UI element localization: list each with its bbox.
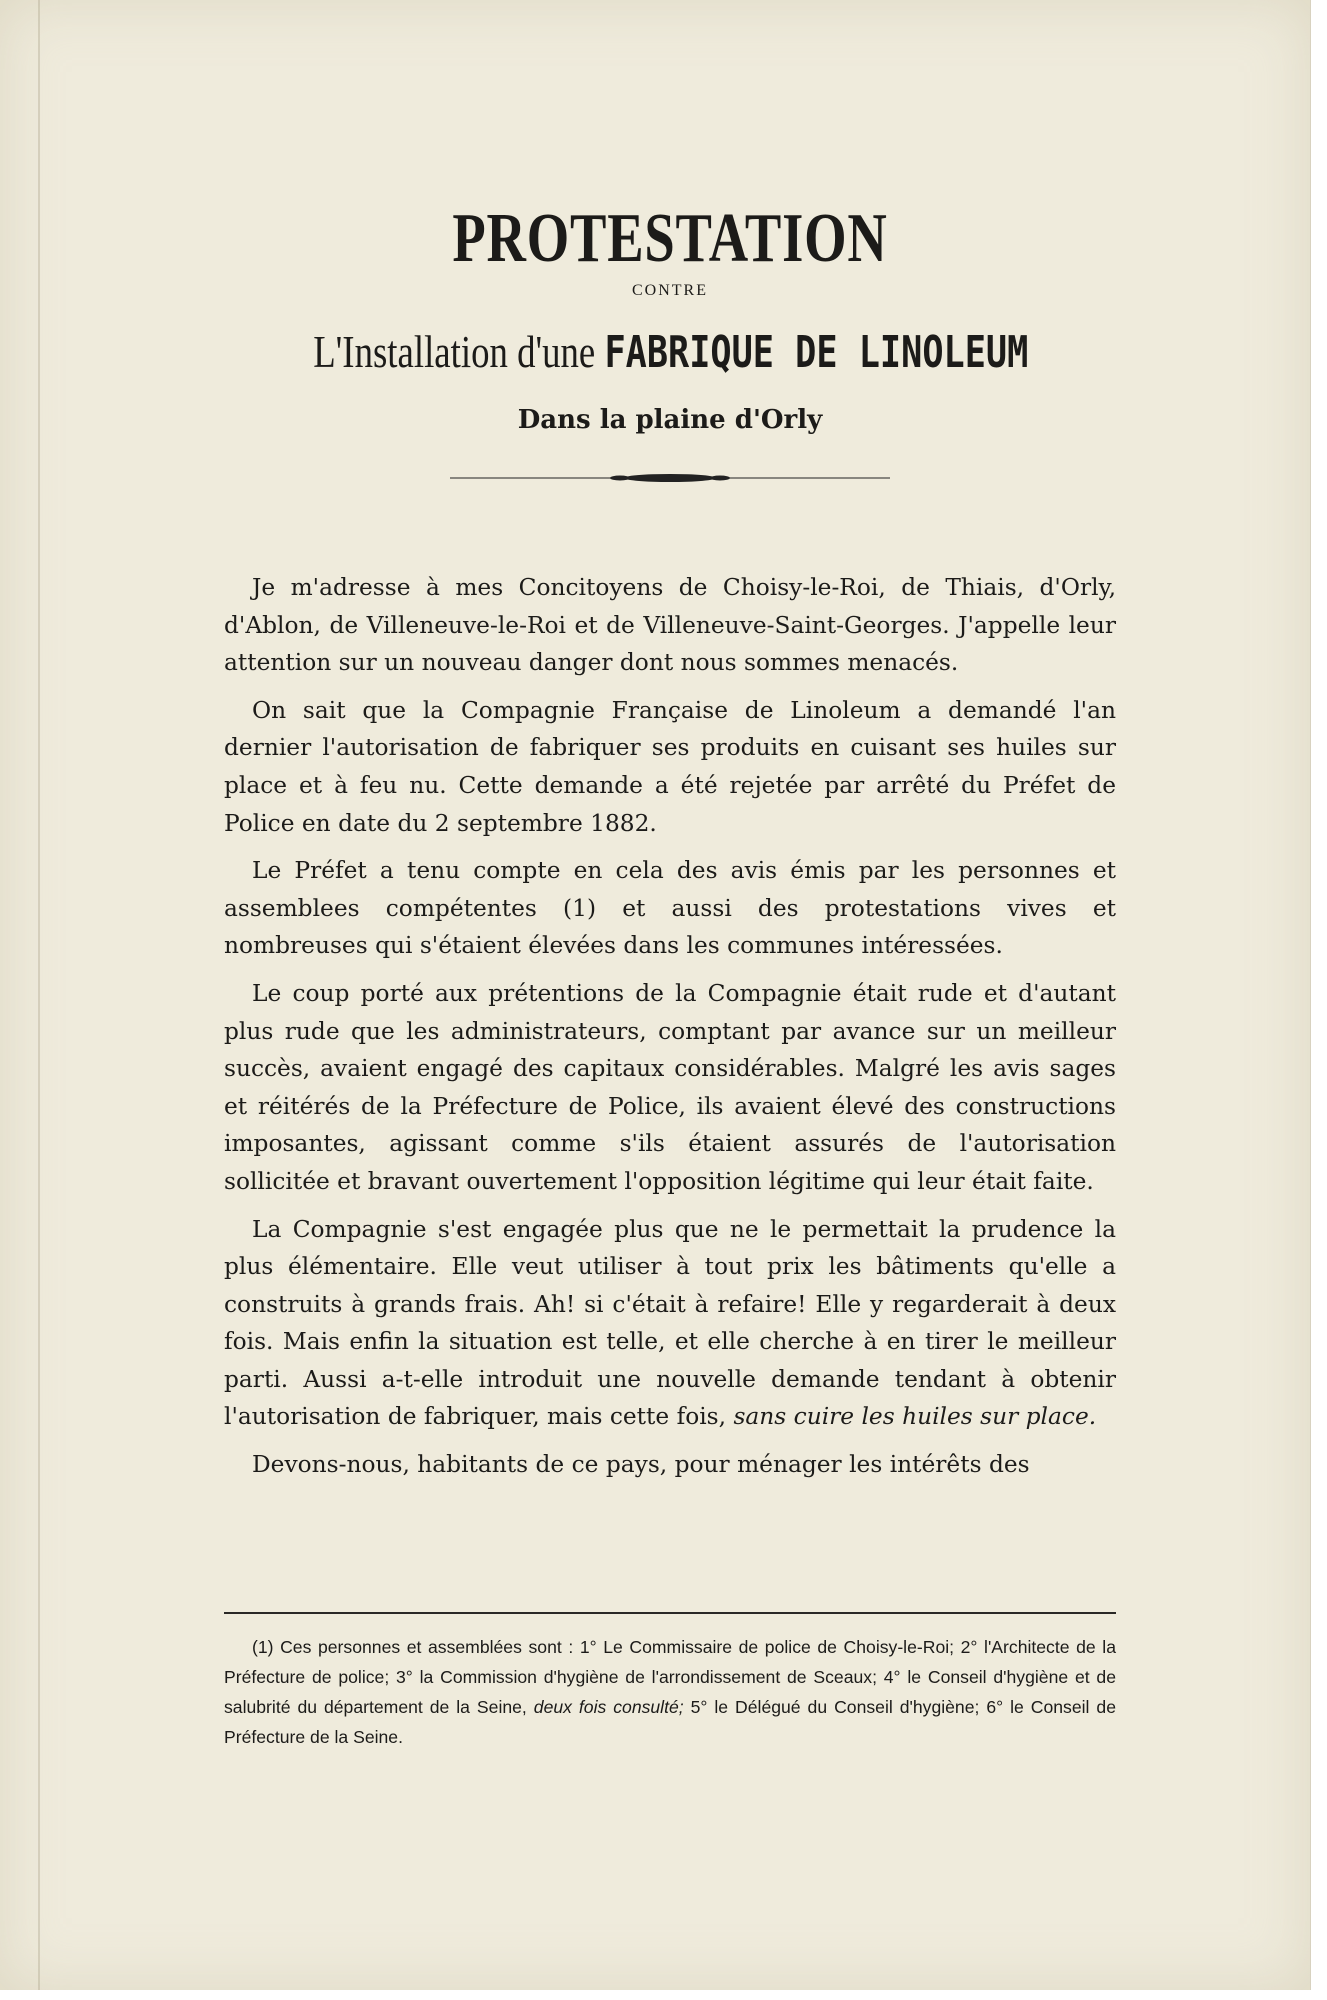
paragraph-5-italic: sans cuire les huiles sur place. <box>733 1403 1097 1431</box>
document-title: PROTESTATION <box>452 200 888 277</box>
paragraph-5-text: La Compagnie s'est engagée plus que ne le permettait la prudence la plus élémentaire. Elle veut utiliser à tout prix les bâtiments qu'elle a construits à grands frais. Ah! si c'était à refaire! Elle y regarderait à deux fois. Mais enfin la situation est telle, et elle cherche à en tirer le meilleur parti. Aussi a-t-elle introduit une nouvelle demande tendant à obtenir l'autorisation de fabriquer, mais cette fois, <box>224 1215 1116 1431</box>
ornament-divider-icon <box>450 471 890 485</box>
ornament-divider <box>450 471 890 485</box>
protest-text <box>224 569 1116 1484</box>
paragraph-5 <box>224 1211 1116 1437</box>
footnote-text: (1) Ces personnes et assemblées sont : 1° Le Commissaire de police de Choisy-le-Roi; 2° l'Architecte de la Préfecture de police; 3° la Commission d'hygiène de l'arrondissement de Sceaux; 4° le Conseil d'hygiène et de salubrité du département de la Seine, <box>224 1637 1116 1717</box>
document-body <box>224 200 1116 1494</box>
paragraph-6: Devons-nous, habitants de ce pays, pour ménager les intérêts des <box>252 1451 1030 1479</box>
paragraph-3: Le Préfet a tenu compte en cela des avis émis par les personnes et assemblees compétentes (1) et aussi des protestations vives et nombreuses qui s'étaient élevées dans les communes intéressées. <box>224 857 1116 960</box>
footnote-end: 5° le Délégué du Conseil d'hygiène; 6° le Conseil de Préfecture de la Seine. <box>224 1697 1116 1747</box>
footnote-divider <box>224 1612 1116 1614</box>
footnote-italic: deux fois consulté; <box>533 1697 684 1717</box>
page-fold <box>38 0 40 1990</box>
document-location: Dans la plaine d'Orly <box>517 405 823 435</box>
paragraph-4: Le coup porté aux prétentions de la Compagnie était rude et d'autant plus rude que les administrateurs, comptant par avance sur un meilleur succès, avaient engagé des capitaux considérables. Malgré les avis sages et réitérés de la Préfecture de Police, ils avaient élevé des constructions imposantes, agissant comme s'ils étaient assurés de l'autorisation sollicitée et bravant ouvertement l'opposition légitime qui leur était faite. <box>224 979 1116 1195</box>
paragraph-1: Je m'adresse à mes Concitoyens de Choisy-le-Roi, de Thiais, d'Orly, d'Ablon, de Villeneuve-le-Roi et de Villeneuve-Saint-Georges. J'appelle leur attention sur un nouveau danger dont nous sommes menacés. <box>224 574 1116 677</box>
paragraph-2: On sait que la Compagnie Française de Linoleum a demandé l'an dernier l'autorisation de fabriquer ses produits en cuisant ses huiles sur place et à feu nu. Cette demande a été rejetée par arrêté du Préfet de Police en date du 2 septembre 1882. <box>224 696 1116 837</box>
document-subtitle <box>313 326 1027 379</box>
subtitle-bold: FABRIQUE DE LINOLEUM <box>604 327 1029 378</box>
subtitle-plain: L'Installation d'une <box>313 326 605 377</box>
footnote <box>224 1632 1116 1752</box>
title-connector: CONTRE <box>632 282 708 299</box>
